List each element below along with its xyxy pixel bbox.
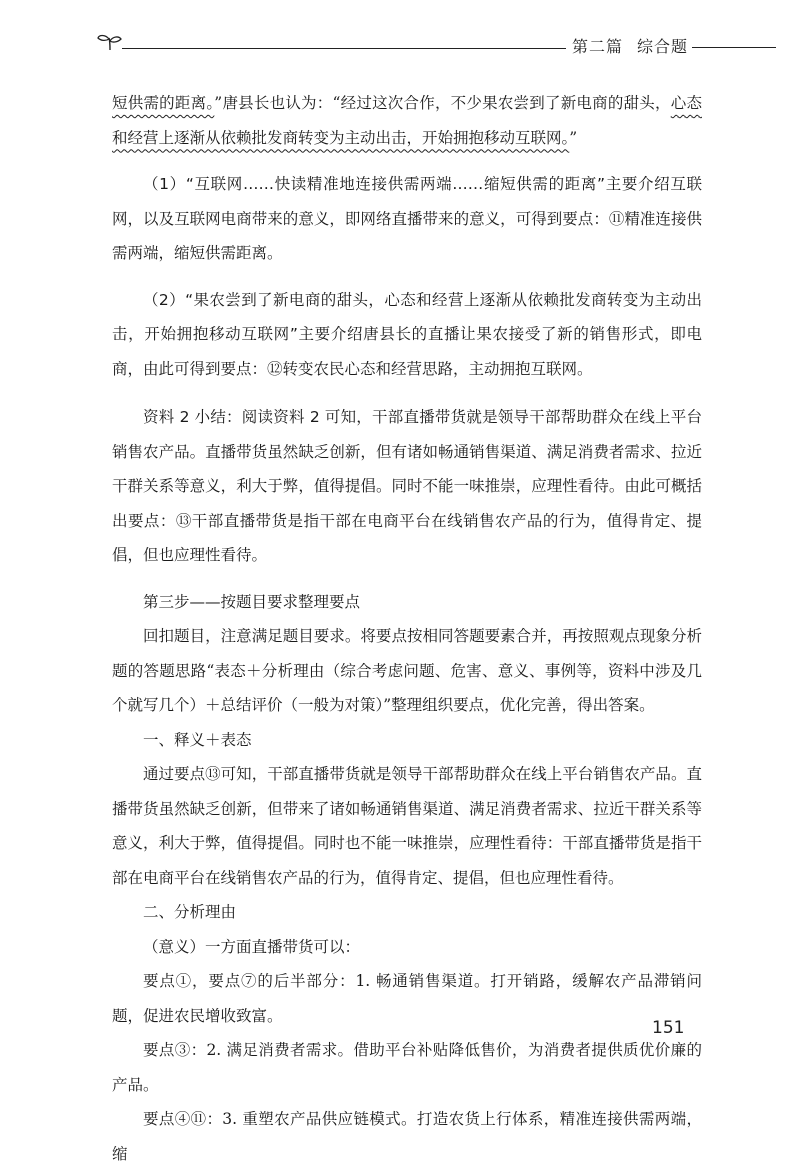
- section-heading-2: 二、分析理由: [143, 903, 237, 921]
- paragraph-instructions: 回扣题目，注意满足题目要求。将要点按相同答题要素合并，再按照观点现象分析题的答题思路“表态＋分析理由（综合考虑问题、危害、意义、事例等，资料中涉及几个就写几个）＋总结评价（一般为对策）”整理组织要点，优化完善，得出答案。: [112, 627, 702, 714]
- header-title: [572, 34, 776, 57]
- paragraph-answer-1: 通过要点⑬可知，干部直播带货就是领导干部帮助群众在线上平台销售农产品。直播带货虽然缺乏创新，但带来了诸如畅通销售渠道、满足消费者需求、拉近干群关系等意义，利大于弊，值得提倡。同时也不能一味推崇，应理性看待：干部直播带货是指干部在电商平台在线销售农产品的行为，值得肯定、提倡，但也应理性看待。: [112, 765, 702, 887]
- running-header: [96, 30, 776, 60]
- paragraph-quote: [112, 86, 702, 155]
- sprout-icon: [96, 32, 124, 52]
- header-rule: [122, 48, 566, 49]
- section-heading-1: 一、释义＋表态: [143, 730, 252, 749]
- quote-end: ”: [569, 128, 578, 147]
- paragraph-meaning-intro: （意义）一方面直播带货可以：: [143, 937, 361, 956]
- paragraph-point-1: （1）“互联网……快读精准地连接供需两端……缩短供需的距离”主要介绍互联网，以及互联网电商带来的意义，即网络直播带来的意义，可得到要点：⑪精准连接供需两端，缩短供需距离。: [112, 175, 702, 262]
- header-section: 第二篇: [571, 37, 623, 56]
- paragraph-meaning-3: 要点④⑪：3. 重塑农产品供应链模式。打造农货上行体系，精准连接供需两端，缩: [112, 1110, 702, 1163]
- quote-text: ”唐县长也认为：“经过这次合作，不少果农尝到了新电商的甜头，: [214, 94, 671, 112]
- paragraph-meaning-2: 要点③：2. 满足消费者需求。借助平台补贴降低售价，为消费者提供质优价廉的产品。: [112, 1041, 702, 1094]
- paragraph-point-2: （2）“果农尝到了新电商的甜头，心态和经营上逐渐从依赖批发商转变为主动出击，开始拥抱移动互联网”主要介绍唐县长的直播让果农接受了新的销售形式，即电商，由此可得到要点：⑫转变农民心态和经营思路，主动拥抱互联网。: [112, 290, 702, 378]
- step-heading: 第三步——按题目要求整理要点: [143, 592, 361, 611]
- page-number: 151: [652, 1018, 685, 1038]
- paragraph-meaning-1: 要点①，要点⑦的后半部分：1. 畅通销售渠道。打开销路，缓解农产品滞销问题，促进农民增收致富。: [112, 972, 702, 1025]
- wavy-underlined-text: 短供需的距离。: [112, 94, 215, 112]
- header-tail-rule: [692, 47, 776, 48]
- page-body: [112, 86, 702, 1171]
- header-topic: 综合题: [636, 37, 688, 56]
- paragraph-summary: 资料 2 小结：阅读资料 2 可知，干部直播带货就是领导干部帮助群众在线上平台销售农产品。直播带货虽然缺乏创新，但有诸如畅通销售渠道、满足消费者需求、拉近干群关系等意义，利大于弊，值得提倡。同时不能一味推崇，应理性看待。由此可概括出要点：⑬干部直播带货是指干部在电商平台在线销售农产品的行为，值得肯定、提倡，但也应理性看待。: [112, 408, 702, 564]
- wavy-underlined-text: 心态和经营上逐渐从依赖批发商转变为主动出击，开始拥抱移动互联网。: [112, 94, 702, 147]
